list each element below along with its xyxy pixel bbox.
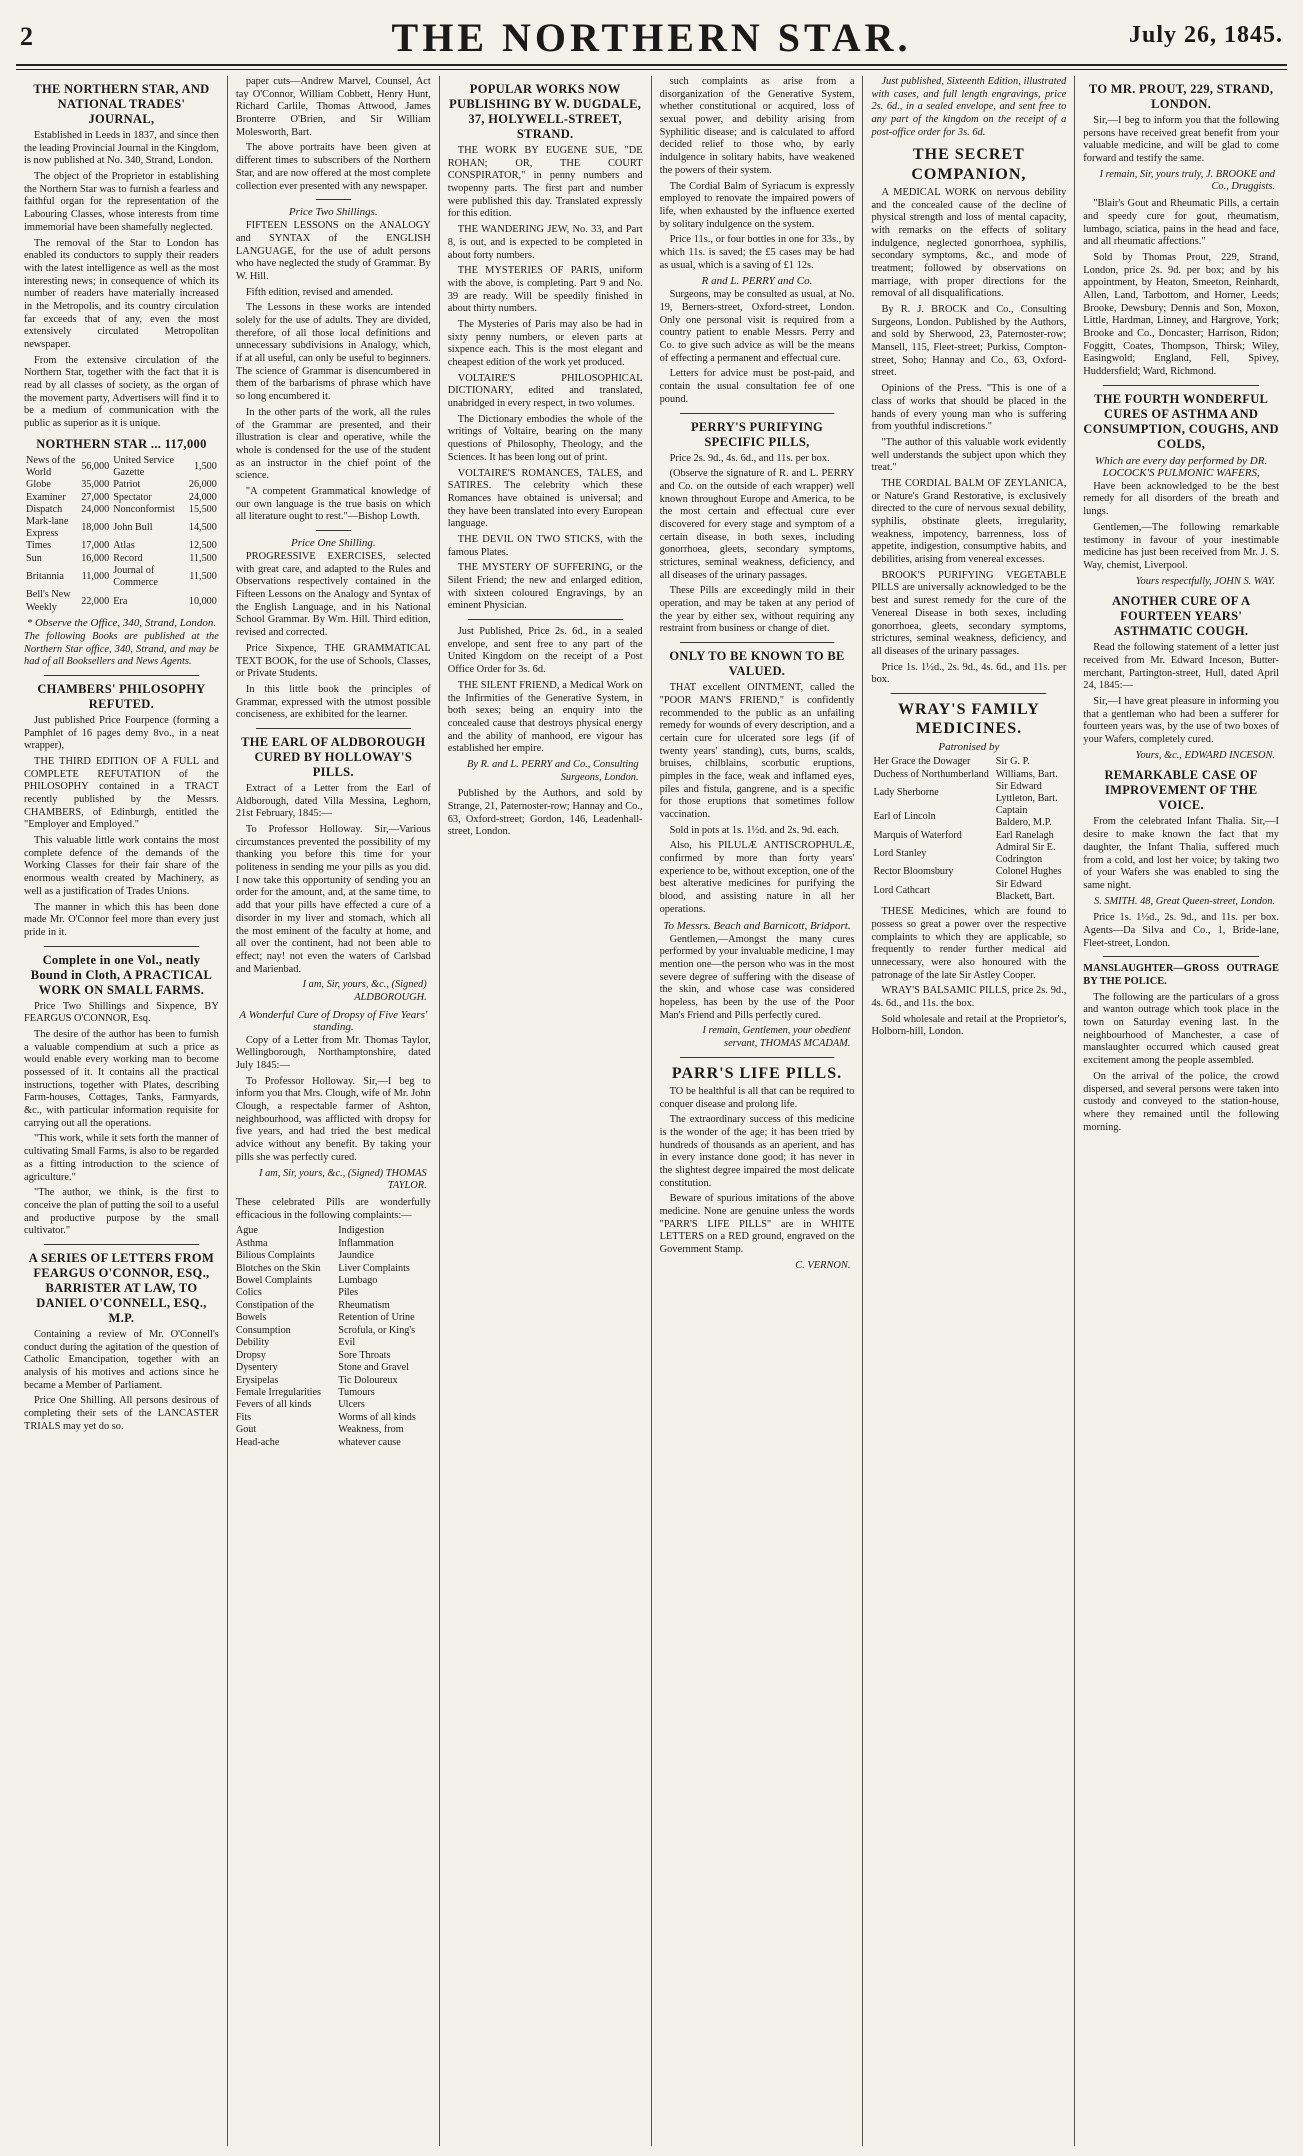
balm-paragraph: Price 11s., or four bottles in one for 33s., by which 11s. is saved; the £5 cases may be had as usual, which is a saving of £1 12s. <box>659 234 855 271</box>
paper-name: Sun <box>26 552 42 564</box>
another-cure-paragraph: Sir,—I have great pleasure in informing you that a gentleman who had been a sufferer for fourteen years was, by the use of two boxes of your Wafers, completely cured. <box>1083 696 1279 746</box>
wray-heading: WRAY'S FAMILY MEDICINES. <box>897 700 1040 738</box>
dugdale-paragraph: THE WANDERING JEW, No. 33, and Part 8, is out, and is expected to be completed in about forty numbers. <box>447 224 643 261</box>
ill-item: Dropsy <box>235 1349 266 1361</box>
companion-paragraph: "The author of this valuable work evidently well understands the subject upon which they treat." <box>871 436 1067 474</box>
earl-paragraph: To Professor Holloway. Sir,—Various circumstances prevented the possibility of my thanking you before this time for your politeness in sending me your pills as you did. I now take this opportunity of sending you an order for the amount, and, at the same time, to add that your pills have effected a cure of a disorder in my liver and stomach, which all the most eminent of the faculty at home, and all over the continent, had not been able to effect; nay! not even the waters of Carlsbad and Marienbad. <box>235 824 431 975</box>
paper-circulation: 12,500 <box>188 540 217 552</box>
perry-subheading: R and L. PERRY and Co. <box>701 275 813 288</box>
valued-paragraph: Also, his PILULÆ ANTISCROPHULÆ, confirmed by more than forty years' experience to be, without exception, one of the best alterative medicines for purifying the blood, and assisting nature in all her operations. <box>659 840 855 915</box>
ill-item: Asthma <box>235 1237 268 1249</box>
parr-paragraph: TO be healthful is all that can be required to conquer disease and prolong life. <box>659 1085 855 1110</box>
perry-paragraph: Letters for advice must be post-paid, and contain the usual consultation fee of one pound. <box>659 368 855 405</box>
paper-name: John Bull <box>113 522 153 534</box>
companion-intro: Just published, Sixteenth Edition, illustrated with cases, and full length engravings, price 2s. 6d., in a sealed envelope, and sent free to any part of the kingdom on the receipt of a post-office order for 3s. 6d. <box>871 76 1067 138</box>
dugdale-paragraph: THE WORK BY EUGENE SUE, "DE ROHAN; OR, THE COURT CONSPIRATOR," in penny numbers and twopenny parts. The first part and number were published this day. Translated expressly for this edition. <box>447 145 643 220</box>
paper-name: Era <box>113 595 128 607</box>
newspaper-title: THE NORTHERN STAR. <box>391 15 912 60</box>
paper-name: United Service Gazette <box>113 454 175 479</box>
ill-item: Jaundice <box>338 1250 374 1262</box>
parr-paragraph: Beware of spurious imitations of the above medicine. None are genuine unless the words "PARR'S LIFE PILLS" are in WHITE LETTERS on a RED ground, engraved on the Government Stamp. <box>659 1193 855 1256</box>
dugdale-paragraph: The Dictionary embodies the whole of the writings of Voltaire, bearing on the many questions of Philosophy, Theology, and the Sciences. It has been long out of print. <box>447 413 643 463</box>
divider <box>44 1244 199 1245</box>
earl-signature: I am, Sir, yours, &c., (Signed) ALDBOROUGH. <box>302 979 427 1003</box>
pills-paragraph: These Pills are exceedingly mild in their operation, and may be taken at any period of the year by either sex, without requiring any restraint from business or change of diet. <box>659 585 855 635</box>
another-cure-paragraph: Read the following statement of a letter just received from Mr. Edward Inceson, Butter-merchant, Partington-street, Hull, dated April 24, 1845:— <box>1083 642 1279 692</box>
valued-paragraph: Sold in pots at 1s. 1½d. and 2s. 9d. each. <box>669 824 839 836</box>
another-cure-signature: Yours, &c., EDWARD INCESON. <box>1135 749 1275 761</box>
pills-paragraph: Price 2s. 9d., 4s. 6d., and 11s. per box. <box>669 452 830 464</box>
patron-name: Marquis of Waterford <box>873 829 962 841</box>
paper-name: Atlas <box>113 540 135 552</box>
farms-paragraph: Price Two Shillings and Sixpence, BY FEARGUS O'CONNOR, Esq. <box>24 1000 219 1025</box>
wray-subheading: Patronised by <box>938 741 1000 754</box>
ill-item: Fevers of all kinds <box>235 1399 312 1411</box>
patron-name: Sir Edward Blackett, Bart. <box>995 878 1055 902</box>
columns <box>16 76 1287 2146</box>
column-1 <box>16 76 228 2146</box>
paper-name: Times <box>26 540 52 552</box>
divider <box>44 946 199 947</box>
paper-circulation: 11,500 <box>189 552 217 564</box>
exercises-paragraph: In this little book the principles of Grammar, expressed with the utmost possible conciseness, are exhibited for the learner. <box>235 683 431 721</box>
patron-name: Lord Cathcart <box>873 884 931 896</box>
ill-item: Bowel Complaints <box>235 1275 312 1286</box>
paper-circulation: 15,500 <box>188 503 217 515</box>
paper-circulation: 18,000 <box>81 522 110 534</box>
patron-row <box>871 879 1066 903</box>
companion-paragraph: Opinions of the Press. "This is one of a class of works that should be placed in the hands of every young man who is suffering from youthful indiscretions." <box>871 383 1067 433</box>
farms-heading: Complete in one Vol., neatly Bound in Cloth, A PRACTICAL WORK ON SMALL FARMS. <box>30 952 213 997</box>
dugdale-paragraph: VOLTAIRE'S PHILOSOPHICAL DICTIONARY, edited and translated, unabridged in every respect, in two volumes. <box>447 372 643 410</box>
lessons-paragraph: FIFTEEN LESSONS on the ANALOGY and SYNTAX of the ENGLISH LANGUAGE, for the use of adult persons who have neglected the study of Grammar. By W. Hill. <box>235 220 431 282</box>
dropsy-signature: I am, Sir, yours, &c., (Signed) THOMAS TAYLOR. <box>259 1167 427 1192</box>
ill-item: Tic Doloureux <box>338 1374 398 1386</box>
chambers-heading: CHAMBERS' PHILOSOPHY REFUTED. <box>37 681 206 711</box>
paper-name: News of the World <box>26 454 76 479</box>
circulation-title: NORTHERN STAR ... 117,000 <box>36 436 207 451</box>
ill-item: Indigestion <box>338 1225 385 1237</box>
paper-circulation: 24,000 <box>81 503 110 515</box>
masthead-rule <box>16 66 1287 70</box>
dugdale-heading: POPULAR WORKS NOW PUBLISHING BY W. DUGDALE, 37, HOLYWELL-STREET, STRAND. <box>449 82 642 141</box>
balm-paragraph: The Cordial Balm of Syriacum is expressly employed to renovate the impaired powers of life, when exhausted by the influence exerted by solitary indulgence on the system. <box>659 180 855 230</box>
paper-circulation: 17,000 <box>81 540 110 552</box>
companion-paragraph: Price 1s. 1½d., 2s. 9d., 4s. 6d., and 11s. per box. <box>871 661 1067 686</box>
chambers-paragraph: This valuable little work contains the most complete defence of the demands of the Working Classes for their fair share of the enormous wealth created by Machinery, as well as a justification of Trades Unions. <box>24 835 219 897</box>
asthma-subheading: Which are every day performed by DR. LOCOCK'S PULMONIC WAFERS, <box>1095 454 1268 479</box>
companion-heading: THE SECRET COMPANION, <box>911 146 1027 183</box>
lessons-paragraph: Fifth edition, revised and amended. <box>245 286 394 298</box>
paper-circulation: 35,000 <box>81 479 110 491</box>
divider <box>1103 385 1259 386</box>
perry-paragraph: Surgeons, may be consulted as usual, at No. 19, Berners-street, Oxford-street, London. Only one personal visit is required from a country patient to enable Messrs. Perry and Co. to give such advice as will be the means of effecting a permanent and effectual cure. <box>659 289 855 364</box>
ill-item: Liver Complaints <box>338 1262 410 1274</box>
paper-circulation: 11,500 <box>189 571 217 583</box>
dropsy-heading: A Wonderful Cure of Dropsy of Five Years' standing. <box>239 1008 428 1033</box>
dugdale-paragraph: THE MYSTERIES OF PARIS, uniform with the above, is completing. Part 9 and No. 39 are ready. Will be speedily finished in about thirty numbers. <box>447 265 643 315</box>
earl-paragraph: Extract of a Letter from the Earl of Aldborough, dated Villa Messina, Leghorn, 21st February, 1845:— <box>235 782 431 820</box>
paper-name: Nonconformist <box>113 503 175 515</box>
letter-salutation: To Messrs. Beach and Barnicott, Bridport. <box>663 919 851 932</box>
ill-item: Ague <box>235 1225 258 1237</box>
paper-circulation: 16,000 <box>81 552 110 564</box>
wray-paragraph: WRAY'S BALSAMIC PILLS, price 2s. 9d., 4s. 6d., and 11s. the box. <box>871 985 1067 1009</box>
patron-name: Earl of Lincoln <box>873 811 936 823</box>
ill-item: Weakness, from whatever cause <box>338 1424 404 1448</box>
parr-signature: C. VERNON. <box>795 1259 851 1271</box>
divider <box>891 693 1046 694</box>
exercises-paragraph: PROGRESSIVE EXERCISES, selected with great care, and adapted to the Rules and Observations respectively contained in the Fifteen Lessons on the Analogy and Syntax of the English Language, and in his National School Grammar. By Wm. Hill. Third edition, revised and corrected. <box>235 551 431 639</box>
ill-item: Rheumatism <box>338 1299 390 1311</box>
divider <box>680 642 835 643</box>
patron-name: Lord Stanley <box>873 848 927 860</box>
page-number: 2 <box>20 22 33 51</box>
prout-paragraph: Sir,—I beg to inform you that the following persons have received great benefit from your valuable medicine, and will be glad to come forward and testify the same. <box>1083 115 1279 165</box>
column-5 <box>863 76 1075 2146</box>
wray-paragraph: THESE Medicines, which are found to possess so great a power over the respective complaints to which they are applicable, so frequently to render further medical aid unnecessary, were also honoured with the patronage of the late Sir Astley Cooper. <box>871 906 1067 981</box>
manslaughter-paragraph: On the arrival of the police, the crowd dispersed, and several persons were taken into custody and conveyed to the station-house, where they remained until the following morning. <box>1083 1070 1279 1133</box>
paper-name: Bell's New Weekly <box>26 589 71 613</box>
patron-name: Rector Bloomsbury <box>873 866 954 878</box>
companion-paragraph: BROOK'S PURIFYING VEGETABLE PILLS are universally acknowledged to be the best and surest remedy for the cure of the Venereal Disease in both sexes, including gonorrhoea, gleets, secondary symptoms, strictures, seminal weakness, deficiency, and all diseases of the urinary passages. <box>871 569 1067 657</box>
pills-heading: PERRY'S PURIFYING SPECIFIC PILLS, <box>690 419 824 449</box>
parr-heading: PARR'S LIFE PILLS. <box>671 1064 843 1082</box>
paper-circulation: 24,000 <box>188 491 217 503</box>
paper-circulation: 26,000 <box>188 479 217 491</box>
ill-item: Lumbago <box>338 1275 378 1286</box>
voice-paragraph: Price 1s. 1½d., 2s. 9d., and 11s. per box. Agents—Da Silva and Co., 1, Bride-lane, Fleet-street, London. <box>1083 912 1279 949</box>
farms-paragraph: "This work, while it sets forth the manner of cultivating Small Farms, is also to be regarded as a fitting introduction to the science of agriculture." <box>24 1133 219 1183</box>
parr-paragraph: The extraordinary success of this medicine is the wonder of the age; it has been tried by hundreds of thousands as an aperient, and has in every instance done good; it has never in the slightest degree impaired the most delicate constitution. <box>659 1114 855 1189</box>
patron-name: Admiral Sir E. Codrington <box>995 841 1056 866</box>
ill-item: Scrofula, or King's Evil <box>338 1324 416 1349</box>
paper-circulation: 27,000 <box>81 491 110 503</box>
circulation-row <box>24 516 219 540</box>
ill-item: Dysentery <box>235 1362 278 1374</box>
divider <box>680 413 835 414</box>
dugdale-paragraph: The Mysteries of Paris may also be had in sixty penny numbers, or eleven parts at sixpence each. This is the most elegant and cheapest edition of the work yet produced. <box>447 318 643 368</box>
patron-name: Lady Sherborne <box>873 786 939 798</box>
voice-heading: REMARKABLE CASE OF IMPROVEMENT OF THE VOICE. <box>1104 768 1258 813</box>
farms-paragraph: "The author, we think, is the first to conceive the plan of putting the soil to a useful and productive purpose by the small cultivator." <box>24 1187 219 1237</box>
paper-circulation: 11,000 <box>81 571 110 583</box>
silent-friend-author: By R. and L. PERRY and Co., Consulting Surgeons, London. <box>467 758 639 783</box>
star-ad-paragraph: The object of the Proprietor in establishing the Northern Star was to furnish a fearless and faithful organ for the representation of the Labouring Classes, whose interests from time immemorial have been shamefully neglected. <box>24 171 219 233</box>
paper-circulation: 22,000 <box>81 595 110 607</box>
circulation-row <box>24 540 219 552</box>
exercises-paragraph: Price Sixpence, THE GRAMMATICAL TEXT BOOK, for the use of Schools, Classes, or Private Students. <box>235 642 431 680</box>
voice-paragraph: From the celebrated Infant Thalia. Sir,—I desire to make known the fact that my daughter, the Infant Thalia, suffered much from a cold, and lost her voice; by taking two of your Wafers she was enabled to sing the same night. <box>1083 816 1279 891</box>
voice-signature: S. SMITH. 48, Great Queen-street, London. <box>1093 895 1275 907</box>
dugdale-paragraph: VOLTAIRE'S ROMANCES, TALES, and SATIRES. The celebrity which these Romances have obtained is universal; and they have been translated into every European language. <box>447 467 643 530</box>
ill-item: Fits <box>235 1411 252 1423</box>
prout-signature: I remain, Sir, yours truly, J. BROOKE and Co., Druggists. <box>1099 168 1275 193</box>
patron-name: Colonel Hughes <box>995 866 1062 878</box>
patron-row <box>871 781 1066 805</box>
paper-name: Dispatch <box>26 503 63 515</box>
paper-name: Spectator <box>113 491 152 503</box>
column-6 <box>1075 76 1287 2146</box>
star-ad-paragraph: The removal of the Star to London has enabled its conductors to supply their readers with the latest intelligence as well as the most interesting news; in consequence of which its number of readers have materially increased in the Metropolis, and its country circulation far exceeds that of any, even the most extensively circulated Metropolitan newspaper. <box>24 237 219 350</box>
wray-patrons-table <box>871 756 1066 903</box>
circulation-row <box>24 589 219 613</box>
farms-paragraph: The desire of the author has been to furnish a valuable compendium at such a price as would enable every working man to become possessed of it. It contains all the practical instructions, together with Plates, describing Farm-houses, Cottages, Tanks, Farmyards, &c., with particular information requisite for carrying out all the operations. <box>24 1028 219 1129</box>
divider <box>680 1057 835 1058</box>
dugdale-paragraph: THE MYSTERY OF SUFFERING, or the Silent Friend; the new and enlarged edition, with sixteen coloured Engravings, by an eminent Physician. <box>447 562 643 612</box>
prout-paragraph: Sold by Thomas Prout, 229, Strand, London, price 2s. 9d. per box; and by his appointment, by Heaton, Smeeton, Reinhardt, Allen, Land, Tarbottom, and Horner, Leeds; Brooke, Dewsbury; Dennis and Son, Moxon, Little, Hardman, Linney, and Hargrove, York; Brooke and Co., Doncaster; Harrison, Ridon; Foggitt, Coates, Thompson, Thirsk; Wiley, Easingwold; England, Fell, Spivey, Huddersfield; Ward, Richmond. <box>1083 251 1279 378</box>
manslaughter-heading: MANSLAUGHTER—GROSS OUTRAGE BY THE POLICE. <box>1083 963 1279 987</box>
divider <box>316 530 351 531</box>
circulation-row <box>24 565 219 589</box>
silent-friend-paragraph: Just Published, Price 2s. 6d., in a sealed envelope, and sent free to any part of the United Kingdom on the receipt of a Post Office Order for 3s. 6d. <box>447 626 643 676</box>
paper-circulation: 14,500 <box>188 522 217 534</box>
silent-friend-published: Published by the Authors, and sold by Strange, 21, Paternoster-row; Hannay and Co., 63, Oxford-street; Gordon, 146, Leadenhall-street, London. <box>447 788 643 838</box>
wray-paragraph: Sold wholesale and retail at the Proprietor's, Holborn-hill, London. <box>871 1013 1067 1038</box>
circulation-note: * Observe the Office, 340, Strand, London. <box>26 616 217 629</box>
ill-item: Inflammation <box>338 1237 394 1249</box>
dugdale-paragraph: THE DEVIL ON TWO STICKS, with the famous Plates. <box>447 533 643 558</box>
silent-friend-paragraph: THE SILENT FRIEND, a Medical Work on the Infirmities of the Generative System, in both sexes; being an enquiry into the concealed cause that destroys physical energy and the ability of manhood, ere vigour has established her empire. <box>447 679 643 755</box>
companion-paragraph: THE CORDIAL BALM OF ZEYLANICA, or Nature's Grand Restorative, is exclusively directed to the cure of nervous sexual debility, syphilis, obstinate gleets, irregularity, weakness, impotency, barrenness, loss of appetite, indigestion, consumptive habits, and debilities, arising from venereal excesses. <box>871 477 1067 566</box>
circulation-row <box>24 455 219 479</box>
patron-name: Earl Ranelagh <box>995 829 1054 841</box>
patron-name: Captain Baldero, M.P. <box>995 805 1052 829</box>
valued-heading: ONLY TO BE KNOWN TO BE VALUED. <box>669 649 845 679</box>
column-3 <box>440 76 652 2146</box>
paper-name: Globe <box>26 479 51 491</box>
ill-item: Sore Throats <box>338 1349 391 1361</box>
lessons-paragraph: In the other parts of the work, all the rules of the Grammar are presented, and their illustration is clear and operative, while the whole is condensed for the use of the student as an instructor in the chief point of the science. <box>235 406 431 482</box>
portraits-paragraph: paper cuts—Andrew Marvel, Counsel, Act tay O'Connor, William Cobbett, Henry Hunt, Richard Carlile, Thomas Attwood, James Bronterre O'Brien, and Sir William Molesworth, Bart. <box>235 76 431 138</box>
prout-heading: TO MR. PROUT, 229, STRAND, LONDON. <box>1088 82 1274 111</box>
divider <box>256 728 411 729</box>
asthma-paragraph: Gentlemen,—The following remarkable testimony in favour of your inestimable medicine has just been received from Mr. J. S. Way, chemist, Liverpool. <box>1083 521 1279 571</box>
chambers-paragraph: Just published Price Fourpence (forming a Pamphlet of 16 pages demy 8vo., in a neat wrapper), <box>24 714 219 752</box>
column-2 <box>228 76 440 2146</box>
circulation-table <box>24 455 219 614</box>
star-ad-paragraph: From the extensive circulation of the Northern Star, together with the fact that it is read by all classes of society, as the organ of the movement party, Advertisers will find it to be a medium of communication with the public as superior as it is unique. <box>24 354 219 430</box>
circulation-row <box>24 479 219 491</box>
paper-circulation: 1,500 <box>193 460 217 472</box>
letters-paragraph: Containing a review of Mr. O'Connell's conduct during the agitation of the question of Catholic Emancipation, together with an analysis of his motives and actions since he became a Member of Parliament. <box>24 1328 219 1391</box>
patron-row <box>871 830 1066 842</box>
ill-item: Colics <box>235 1287 262 1299</box>
patron-row <box>871 756 1066 780</box>
prout-paragraph: "Blair's Gout and Rheumatic Pills, a certain and speedy cure for gout, rheumatism, lumbago, sciatica, pains in the head and face, and all rheumatic affections." <box>1083 198 1279 248</box>
column-4 <box>652 76 864 2146</box>
ill-item: Worms of all kinds <box>338 1411 416 1423</box>
divider <box>468 619 623 620</box>
ill-item: Retention of Urine <box>338 1312 415 1324</box>
masthead <box>16 12 1287 66</box>
ill-item: Constipation of the Bowels <box>235 1299 314 1324</box>
valued-paragraph: THAT excellent OINTMENT, called the "POOR MAN'S FRIEND," is confidently recommended to the public as an unfailing remedy for wounds of every description, and a certain cure for ulcerated sore legs (if of twenty years' standing), cuts, burns, scalds, bruises, chilblains, scorbutic eruptions, pimples in the face, weak and inflamed eyes, piles and fistula, gangrene, and is a specific for those eruptions that sometimes follow vaccination. <box>659 682 855 820</box>
another-cure-heading: ANOTHER CURE OF A FOURTEEN YEARS' ASTHMATIC COUGH. <box>1111 594 1251 639</box>
patron-name: Sir Edward Lyttleton, Bart. <box>995 780 1058 805</box>
star-ad-paragraph: Established in Leeds in 1837, and since then the leading Provincial Journal in the Kingdom, is now published at No. 340, Strand, London. <box>24 130 219 167</box>
circulation-row <box>24 492 219 504</box>
chambers-paragraph: The manner in which this has been done made Mr. O'Connor feel more than every just pride in it. <box>24 901 219 938</box>
earl-heading: THE EARL OF ALDBOROUGH CURED BY HOLLOWAY'S PILLS. <box>241 734 426 779</box>
paper-circulation: 10,000 <box>188 595 217 607</box>
ill-item: Erysipelas <box>235 1374 279 1386</box>
patron-name: Sir G. P. Williams, Bart. <box>995 756 1058 780</box>
divider <box>316 199 351 200</box>
letters-heading: A SERIES OF LETTERS FROM FEARGUS O'CONNOR, ESQ., BARRISTER AT LAW, TO DANIEL O'CONNELL, ESQ., M.P. <box>28 1250 215 1325</box>
paper-circulation: 56,000 <box>81 460 110 472</box>
paper-name: Britannia <box>26 571 64 583</box>
dropsy-paragraph: Copy of a Letter from Mr. Thomas Taylor, Wellingborough, Northamptonshire, dated July 1845:— <box>235 1034 431 1071</box>
paper-name: Patriot <box>113 479 141 491</box>
ill-item: Tumours <box>338 1386 375 1398</box>
portraits-paragraph: The above portraits have been given at different times to subscribers of the Northern Star, and are now offered at the most complete collection ever presented with any newspaper. <box>235 142 431 192</box>
asthma-paragraph: Have been acknowledged to be the best remedy for all disorders of the breath and lungs. <box>1083 480 1279 518</box>
pills-paragraph: (Observe the signature of R. and L. PERRY and Co. on the outside of each wrapper) well known throughout Europe and America, to be the most certain and effectual cure ever discovered for every stage and symptom of a certain disease, in both sexes, including gonorrhoea, gleets, secondary symptoms, strictures, seminal weakness, deficiency, and all diseases of the urinary passages. <box>659 468 855 581</box>
balm-paragraph: such complaints as arise from a disorganization of the Generative System, whether constitutional or acquired, loss of sexual power, and debility arising from Syphilitic disease; and is calculated to afford decided relief to those who, by early indulgence in solitary habits, have weakened the powers of their system. <box>659 76 855 176</box>
ill-item: Gout <box>235 1424 257 1436</box>
ill-item: Ulcers <box>338 1399 365 1411</box>
circulation-row <box>24 504 219 516</box>
paper-name: Examiner <box>26 491 66 503</box>
companion-paragraph: By R. J. BROCK and Co., Consulting Surgeons, London. Published by the Authors, and sold by Sherwood, 23, Paternoster-row; Mansell, 115, Fleet-street; Purkiss, Compton-street, Soho; Hannay and Co., 63, Oxford-street. <box>871 304 1067 379</box>
patron-row <box>871 866 1066 878</box>
ills-intro: These celebrated Pills are wonderfully efficacious in the following complaints:— <box>235 1196 431 1221</box>
patron-row <box>871 805 1066 829</box>
books-note: The following Books are published at the Northern Star office, 340, Strand, and may be had of all Booksellers and News Agents. <box>24 630 219 668</box>
lessons-paragraph: The Lessons in these works are intended solely for the use of adults. They are divided, therefore, of all those local definitions and unnecessary subdivisions in Analogy, which, if at all useful, can only be useful to beginners. The science of Grammar is disencumbered in them of the barbarisms of phrase which have so long encumbered it. <box>235 302 431 403</box>
asthma-heading: THE FOURTH WONDERFUL CURES OF ASTHMA AND CONSUMPTION, COUGHS, AND COLDS, <box>1083 391 1279 451</box>
ill-item: Bilious Complaints <box>235 1250 315 1262</box>
companion-paragraph: A MEDICAL WORK on nervous debility and the concealed cause of the decline of physical strength and loss of mental capacity, with remarks on the effects of solitary indulgence, neglected gonorrhoea, syphilis, secondary symptoms, &c., and mode of treatment; followed by observations on marriage, with proper directions for the removal of all disqualifications. <box>871 186 1067 300</box>
letter-paragraph: Gentlemen,—Amongst the many cures performed by your invaluable medicine, I may mention one—the person who was in the most severe degree of suffering with the disease of the skin, and whose case was considered hopeless, has been by the use of the Poor Man's Friend and Pills perfectly cured. <box>659 933 855 1021</box>
lessons-price: Price Two Shillings. <box>288 206 378 219</box>
ill-item: Consumption <box>235 1324 291 1336</box>
ill-item: Debility <box>235 1337 270 1349</box>
letters-paragraph: Price One Shilling. All persons desirous of completing their sets of the LANCASTER TRIALS may yet do so. <box>24 1395 219 1432</box>
ill-item: Female Irregularities <box>235 1386 322 1398</box>
manslaughter-paragraph: The following are the particulars of a gross and wanton outrage which took place in the town on Saturday evening last. In the neighbourhood of Manchester, a case of manslaughter occurred which caused great excitement among the people assembled. <box>1083 991 1279 1067</box>
letter-signature: I remain, Gentlemen, your obedient servant, THOMAS MCADAM. <box>702 1025 851 1049</box>
lessons-paragraph: "A competent Grammatical knowledge of our own language is the true basis on which all literature ought to rest."—Bishop Lowth. <box>235 485 431 523</box>
issue-date: July 26, 1845. <box>1128 22 1283 48</box>
ill-item: Head-ache <box>235 1436 280 1448</box>
chambers-paragraph: THE THIRD EDITION OF A FULL and COMPLETE REFUTATION of the PHILOSOPHY contained in a TRACT recently published by the Messrs. CHAMBERS, of Edinburgh, entitled the "Employer and Employed." <box>24 755 219 831</box>
patron-name: Her Grace the Dowager Duchess of Northumberland <box>873 756 989 780</box>
exercises-price: Price One Shilling. <box>290 537 376 549</box>
asthma-signature: Yours respectfully, JOHN S. WAY. <box>1135 575 1275 587</box>
patron-row <box>871 842 1066 866</box>
ill-item: Stone and Gravel <box>338 1362 410 1374</box>
ill-item: Blotches on the Skin <box>235 1262 321 1274</box>
star-ad-heading: THE NORTHERN STAR, AND NATIONAL TRADES' JOURNAL, <box>33 82 210 126</box>
paper-name: Record <box>113 552 143 564</box>
paper-name: Journal of Commerce <box>113 564 158 589</box>
ill-item: Piles <box>338 1287 359 1299</box>
divider <box>1103 956 1259 957</box>
ills-list <box>236 1225 431 1449</box>
dropsy-paragraph: To Professor Holloway. Sir,—I beg to inform you that Mrs. Clough, wife of Mr. John Clough, a respectable farmer of Ashton, neighbourhood, was afflicted with dropsy for five years, and had tried the best medical advice without any benefit. By taking your pills she was perfectly cured. <box>235 1075 431 1163</box>
divider <box>44 675 199 676</box>
paper-name: Mark-lane Express <box>26 515 69 540</box>
circulation-row <box>24 553 219 565</box>
